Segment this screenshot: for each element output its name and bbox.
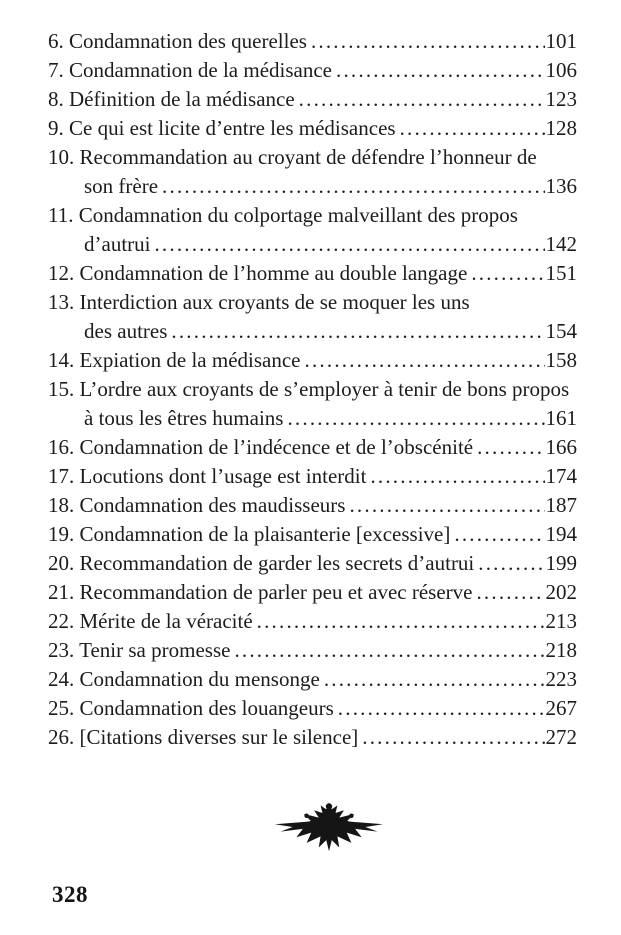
toc-entry-text: 22. Mérite de la véracité [48, 609, 253, 633]
toc-entry-text: 16. Condamnation de l’indécence et de l’obscénité [48, 435, 474, 459]
toc-entry [48, 607, 577, 636]
dot-leader [154, 230, 544, 259]
toc-entry [48, 85, 577, 114]
toc-entry [48, 259, 577, 288]
dot-leader [324, 665, 545, 694]
toc-entry-text: 6. Condamnation des querelles [48, 29, 307, 53]
dot-leader [162, 172, 544, 201]
toc-entry-text: 20. Recommandation de garder les secrets d’autrui [48, 551, 475, 575]
fleuron-icon [273, 799, 385, 855]
dot-leader [471, 259, 544, 288]
toc-entry-text-line2: à tous les êtres humains [84, 406, 284, 430]
toc-entry-page: 213 [545, 609, 577, 633]
dot-leader [476, 578, 544, 607]
dot-leader [311, 27, 545, 56]
fleuron-ornament [0, 799, 621, 860]
toc-entry-page: 128 [545, 116, 577, 140]
toc-entry-page: 151 [545, 261, 577, 285]
dot-leader [305, 346, 545, 375]
toc-entry-text: 19. Condamnation de la plaisanterie [excessive] [48, 522, 451, 546]
toc-entry [48, 578, 577, 607]
table-of-contents [48, 27, 577, 752]
toc-entry-page: 202 [545, 580, 577, 604]
toc-entry-text: 18. Condamnation des maudisseurs [48, 493, 346, 517]
toc-entry-page: 106 [545, 58, 577, 82]
dot-leader [336, 56, 544, 85]
toc-entry-page: 199 [545, 551, 577, 575]
page-number: 328 [52, 882, 88, 907]
toc-entry [48, 143, 577, 201]
toc-entry [48, 549, 577, 578]
toc-entry-page: 272 [545, 725, 577, 749]
toc-entry [48, 346, 577, 375]
toc-entry-text: 24. Condamnation du mensonge [48, 667, 320, 691]
toc-entry-page: 194 [545, 522, 577, 546]
dot-leader [299, 85, 545, 114]
toc-entry-text-line1: 15. L’ordre aux croyants de s’employer à tenir de bons propos [48, 377, 570, 401]
toc-entry [48, 520, 577, 549]
toc-entry [48, 636, 577, 665]
toc-entry-page: 123 [545, 87, 577, 111]
dot-leader [287, 404, 544, 433]
dot-leader [454, 520, 544, 549]
toc-entry-text: 21. Recommandation de parler peu et avec réserve [48, 580, 473, 604]
toc-entry [48, 462, 577, 491]
toc-entry-page: 158 [545, 348, 577, 372]
toc-entry-page: 136 [545, 174, 577, 198]
toc-entry-text: 23. Tenir sa promesse [48, 638, 231, 662]
toc-entry-page: 101 [545, 29, 577, 53]
toc-entry-page: 161 [545, 406, 577, 430]
dot-leader [171, 317, 544, 346]
toc-entry [48, 375, 577, 433]
toc-entry-text-line1: 11. Condamnation du colportage malveillant des propos [48, 203, 518, 227]
toc-entry-page: 142 [545, 232, 577, 256]
dot-leader [362, 723, 544, 752]
dot-leader [370, 462, 544, 491]
toc-entry [48, 27, 577, 56]
toc-entry-page: 154 [545, 319, 577, 343]
toc-entry-page: 166 [545, 435, 577, 459]
toc-entry-text-line1: 13. Interdiction aux croyants de se moquer les uns [48, 290, 470, 314]
dot-leader [234, 636, 544, 665]
dot-leader [478, 549, 544, 578]
toc-entry-text-line2: des autres [84, 319, 168, 343]
dot-leader [338, 694, 545, 723]
toc-entry [48, 56, 577, 85]
toc-entry [48, 288, 577, 346]
toc-entry-page: 218 [545, 638, 577, 662]
toc-entry [48, 694, 577, 723]
toc-entry [48, 665, 577, 694]
dot-leader [400, 114, 545, 143]
toc-entry-text: 8. Définition de la médisance [48, 87, 295, 111]
dot-leader [477, 433, 544, 462]
toc-entry [48, 723, 577, 752]
toc-entry-text-line2: d’autrui [84, 232, 151, 256]
toc-entry-text: 25. Condamnation des louangeurs [48, 696, 334, 720]
dot-leader [349, 491, 544, 520]
toc-entry [48, 491, 577, 520]
toc-entry-text: 7. Condamnation de la médisance [48, 58, 333, 82]
toc-entry-page: 267 [545, 696, 577, 720]
toc-entry-text: 14. Expiation de la médisance [48, 348, 301, 372]
dot-leader [257, 607, 545, 636]
toc-entry-page: 174 [545, 464, 577, 488]
toc-entry-text: 9. Ce qui est licite d’entre les médisances [48, 116, 396, 140]
toc-entry-text: 17. Locutions dont l’usage est interdit [48, 464, 367, 488]
toc-entry-text-line1: 10. Recommandation au croyant de défendre l’honneur de [48, 145, 537, 169]
toc-entry-text-line2: son frère [84, 174, 159, 198]
toc-entry [48, 201, 577, 259]
toc-entry-page: 187 [545, 493, 577, 517]
toc-entry-page: 223 [545, 667, 577, 691]
toc-entry [48, 114, 577, 143]
toc-entry-text: 12. Condamnation de l’homme au double langage [48, 261, 468, 285]
toc-entry [48, 433, 577, 462]
toc-entry-text: 26. [Citations diverses sur le silence] [48, 725, 359, 749]
